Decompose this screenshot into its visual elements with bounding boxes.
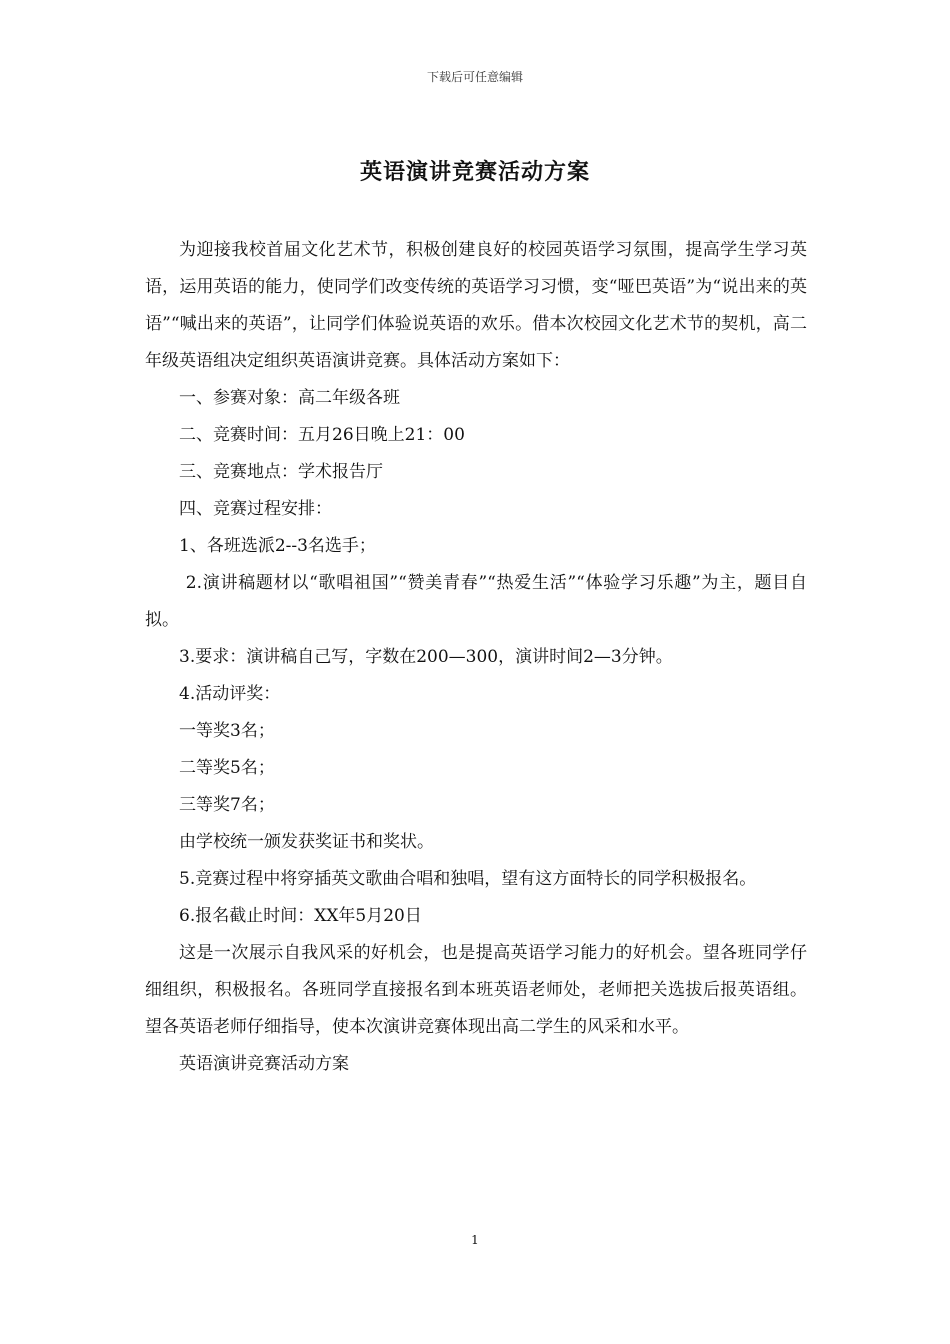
award-third: 三等奖7名； bbox=[179, 795, 275, 815]
intro-paragraph: 为迎接我校首届文化艺术节，积极创建良好的校园英语学习氛围，提高学生学习英语，运用英语的能力，使同学们改变传统的英语学习习惯，变“哑巴英语”为“说出来的英语”“喊出来的英语”，让同学们体验说英语的欢乐。借本次校园文化艺术节的契机，高二年级英语组决定组织英语演讲竞赛。具体活动方案如下： bbox=[145, 240, 807, 371]
section-process-heading: 四、竞赛过程安排： bbox=[179, 499, 332, 519]
page-number: 1 bbox=[471, 1233, 479, 1247]
process-item-4: 4.活动评奖： bbox=[179, 684, 281, 704]
award-second: 二等奖5名； bbox=[179, 758, 275, 778]
section-location: 三、竞赛地点：学术报告厅 bbox=[179, 462, 383, 482]
process-item-5: 5.竞赛过程中将穿插英文歌曲合唱和独唱，望有这方面特长的同学积极报名。 bbox=[179, 869, 757, 889]
closing-paragraph: 这是一次展示自我风采的好机会，也是提高英语学习能力的好机会。望各班同学仔细组织，积极报名。各班同学直接报名到本班英语老师处，老师把关选拔后报英语组。望各英语老师仔细指导，使本次演讲竞赛体现出高二学生的风采和水平。 bbox=[145, 943, 807, 1037]
document-title: 英语演讲竞赛活动方案 bbox=[359, 159, 590, 185]
process-item-3: 3.要求：演讲稿自己写，字数在200—300，演讲时间2—3分钟。 bbox=[179, 647, 673, 667]
section-participants: 一、参赛对象：高二年级各班 bbox=[179, 388, 400, 408]
process-item-6: 6.报名截止时间：XX年5月20日 bbox=[179, 906, 422, 926]
section-time: 二、竞赛时间：五月26日晚上21：00 bbox=[179, 425, 465, 445]
process-item-1: 1、各班选派2--3名选手； bbox=[179, 536, 376, 556]
document-body bbox=[145, 232, 807, 1083]
award-first: 一等奖3名； bbox=[179, 721, 275, 741]
process-item-2: 2.演讲稿题材以“歌唱祖国”“赞美青春”“热爱生活”“体验学习乐趣”为主，题目自拟。 bbox=[145, 573, 807, 630]
header-note: 下载后可任意编辑 bbox=[426, 70, 523, 84]
award-note: 由学校统一颁发获奖证书和奖状。 bbox=[179, 832, 434, 852]
trailing-title: 英语演讲竞赛活动方案 bbox=[179, 1054, 349, 1074]
